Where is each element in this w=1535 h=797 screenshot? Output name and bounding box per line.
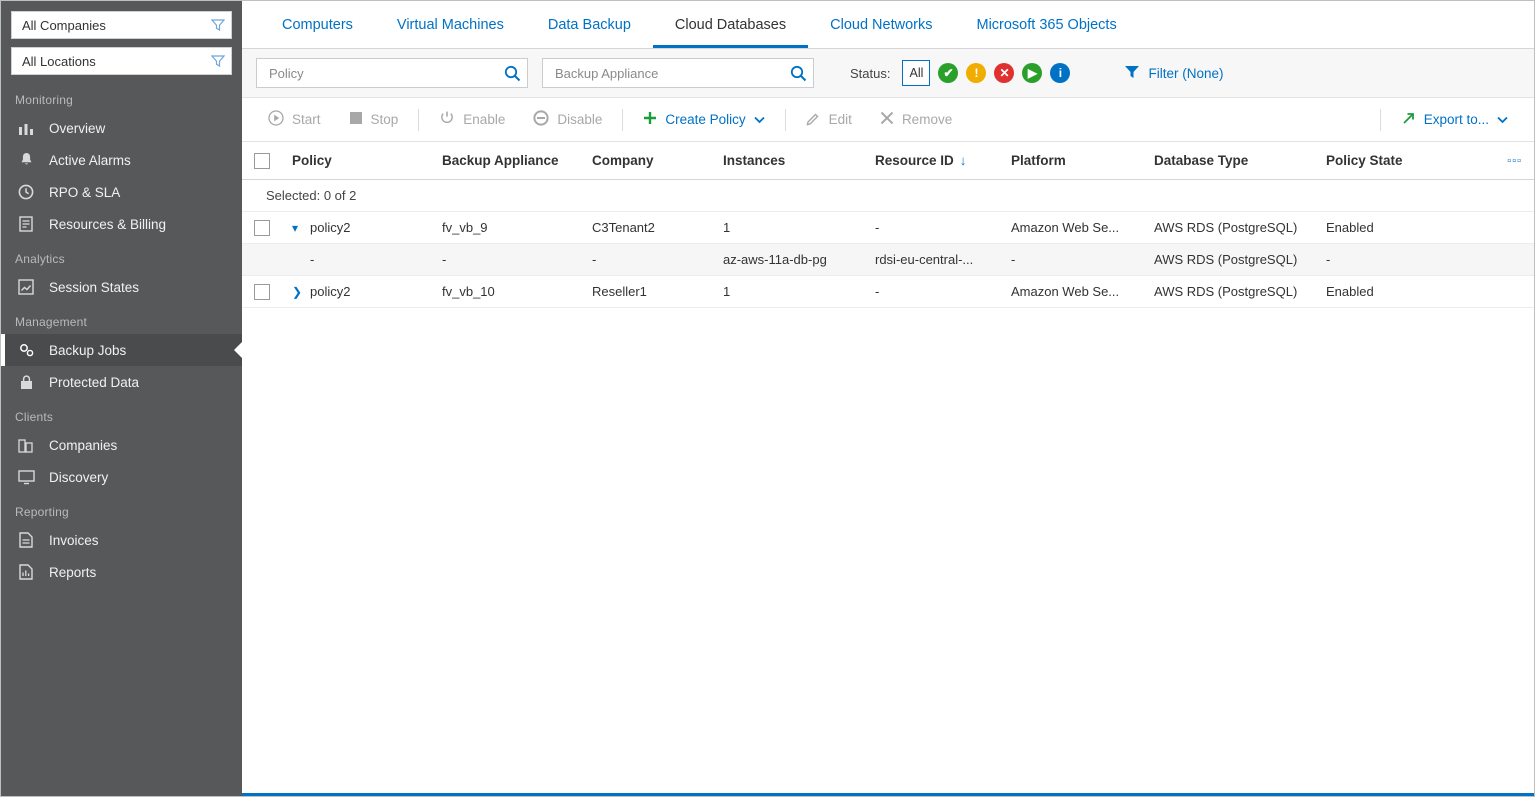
table-row[interactable] xyxy=(242,244,1534,276)
sidebar-item-discovery[interactable] xyxy=(1,461,242,493)
sidebar-item-label: RPO & SLA xyxy=(49,184,121,200)
cell-policy-label: policy2 xyxy=(310,220,351,235)
cell-backup-appliance: fv_vb_9 xyxy=(442,220,488,235)
sidebar-item-companies[interactable] xyxy=(1,429,242,461)
cell-resource-id: - xyxy=(875,284,880,299)
sidebar-item-session-states[interactable] xyxy=(1,271,242,303)
table-header xyxy=(242,142,1534,180)
filter-button-label: Filter (None) xyxy=(1148,65,1224,81)
export-button-label: Export to... xyxy=(1423,112,1489,127)
sidebar-item-label: Overview xyxy=(49,120,106,136)
tab-microsoft-365-objects[interactable]: Microsoft 365 Objects xyxy=(976,17,1117,33)
main-content xyxy=(242,1,1534,796)
location-filter[interactable] xyxy=(11,47,232,75)
stop-icon xyxy=(349,111,363,128)
funnel-icon[interactable] xyxy=(211,55,225,67)
active-pointer-icon xyxy=(234,341,243,359)
sidebar-item-label: Companies xyxy=(49,437,118,453)
filter-icon xyxy=(1124,65,1140,82)
column-header-policy[interactable]: Policy xyxy=(292,153,332,168)
disable-button[interactable] xyxy=(519,105,616,135)
start-button[interactable] xyxy=(254,105,335,135)
power-icon xyxy=(439,110,455,129)
status-label: Status: xyxy=(850,65,891,81)
create-policy-button[interactable] xyxy=(629,105,778,135)
cell-backup-appliance: - xyxy=(442,252,447,267)
column-header-platform[interactable]: Platform xyxy=(1011,153,1066,168)
status-filter-all[interactable]: All xyxy=(902,60,930,86)
table-row[interactable] xyxy=(242,276,1534,308)
sidebar-item-overview[interactable] xyxy=(1,112,242,144)
monitor-icon xyxy=(15,467,37,487)
export-icon xyxy=(1401,111,1416,129)
report-icon xyxy=(15,562,37,582)
sidebar-item-label: Discovery xyxy=(49,469,109,485)
column-header-resource-id-label: Resource ID xyxy=(875,153,954,168)
sidebar-group-clients: Clients xyxy=(15,410,54,424)
row-checkbox-cell xyxy=(242,220,292,236)
policy-search-input[interactable] xyxy=(267,65,503,82)
sidebar-item-active-alarms[interactable] xyxy=(1,144,242,176)
disable-button-label: Disable xyxy=(557,112,603,127)
funnel-icon[interactable] xyxy=(211,19,225,31)
enable-button[interactable] xyxy=(425,105,519,135)
status-running-icon[interactable]: ▶ xyxy=(1022,63,1042,83)
clock-icon xyxy=(15,182,37,202)
toolbar-divider xyxy=(418,109,419,131)
chart-icon xyxy=(15,277,37,297)
remove-button-label: Remove xyxy=(901,112,953,127)
cell-policy xyxy=(292,220,442,235)
selection-summary xyxy=(242,180,1534,212)
tab-virtual-machines[interactable]: Virtual Machines xyxy=(396,17,504,33)
remove-button[interactable] xyxy=(866,105,966,135)
building-icon xyxy=(15,435,37,455)
appliance-search-field[interactable] xyxy=(542,58,814,88)
company-filter[interactable] xyxy=(11,11,232,39)
tab-computers[interactable]: Computers xyxy=(282,17,353,33)
tab-data-backup[interactable]: Data Backup xyxy=(547,17,631,33)
sidebar-item-label: Reports xyxy=(49,564,97,580)
sidebar-item-backup-jobs[interactable] xyxy=(1,334,242,366)
sidebar-item-label: Active Alarms xyxy=(49,152,131,168)
cell-database-type: AWS RDS (PostgreSQL) xyxy=(1154,284,1298,299)
cell-company: Reseller1 xyxy=(592,284,647,299)
select-all-checkbox[interactable] xyxy=(254,153,270,169)
sidebar-item-label: Resources & Billing xyxy=(49,216,167,232)
chevron-down-icon xyxy=(754,112,765,127)
column-header-instances[interactable]: Instances xyxy=(723,153,786,168)
column-header-database-type[interactable]: Database Type xyxy=(1154,153,1249,168)
cell-policy xyxy=(292,284,442,299)
sort-descending-icon: ↓ xyxy=(959,153,967,168)
lock-icon xyxy=(15,372,37,392)
cell-policy-state: Enabled xyxy=(1326,220,1374,235)
sidebar-item-reports[interactable] xyxy=(1,556,242,588)
cell-platform: Amazon Web Se... xyxy=(1011,220,1120,235)
chevron-down-icon[interactable]: ▾ xyxy=(292,220,299,235)
status-filter-group xyxy=(850,60,1070,86)
cell-database-type: AWS RDS (PostgreSQL) xyxy=(1154,220,1298,235)
cell-policy-state: - xyxy=(1326,252,1331,267)
cell-policy-state: Enabled xyxy=(1326,284,1374,299)
select-all-checkbox-cell xyxy=(242,153,292,169)
column-header-resource-id[interactable] xyxy=(875,153,1011,168)
sidebar-group-analytics: Analytics xyxy=(15,252,65,266)
filter-button[interactable] xyxy=(1124,65,1223,82)
cell-policy xyxy=(292,252,442,267)
plus-icon xyxy=(643,111,657,128)
cell-resource-id: rdsi-eu-central-... xyxy=(875,252,974,267)
edit-button-label: Edit xyxy=(828,112,852,127)
edit-button[interactable] xyxy=(792,105,866,135)
close-icon xyxy=(880,111,894,128)
create-policy-button-label: Create Policy xyxy=(665,112,746,127)
cell-resource-id: - xyxy=(875,220,880,235)
cell-instances: 1 xyxy=(723,284,731,299)
status-strip xyxy=(242,793,1534,796)
sidebar-item-label: Session States xyxy=(49,279,140,295)
location-filter-value: All Locations xyxy=(22,53,96,69)
sidebar-item-label: Protected Data xyxy=(49,374,140,390)
sidebar-item-protected-data[interactable] xyxy=(1,366,242,398)
start-button-label: Start xyxy=(292,112,321,127)
sidebar-group-monitoring: Monitoring xyxy=(15,93,74,107)
appliance-search-input[interactable] xyxy=(553,65,789,82)
column-header-backup-appliance[interactable]: Backup Appliance xyxy=(442,153,559,168)
action-toolbar xyxy=(242,98,1534,142)
search-icon[interactable] xyxy=(503,64,521,82)
toolbar-divider xyxy=(1380,109,1381,131)
selection-summary-label: Selected: 0 of 2 xyxy=(266,188,357,203)
row-checkbox[interactable] xyxy=(254,220,270,236)
row-checkbox-cell xyxy=(242,284,292,300)
tab-cloud-networks[interactable]: Cloud Networks xyxy=(830,17,933,33)
pencil-icon xyxy=(806,111,821,129)
cell-platform: Amazon Web Se... xyxy=(1011,284,1120,299)
search-icon[interactable] xyxy=(789,64,807,82)
status-warning-icon[interactable]: ! xyxy=(966,63,986,83)
toolbar-divider xyxy=(785,109,786,131)
sidebar-group-management: Management xyxy=(15,315,88,329)
invoice-icon xyxy=(15,214,37,234)
cell-policy-label: policy2 xyxy=(310,284,351,299)
company-filter-value: All Companies xyxy=(22,17,106,33)
export-button[interactable] xyxy=(1387,105,1522,135)
status-error-icon[interactable]: ✕ xyxy=(994,63,1014,83)
tab-cloud-databases[interactable]: Cloud Databases xyxy=(653,2,808,48)
policies-table xyxy=(242,142,1534,308)
search-bar xyxy=(242,49,1534,98)
table-row[interactable] xyxy=(242,212,1534,244)
toolbar-divider xyxy=(622,109,623,131)
gears-icon xyxy=(15,340,37,360)
sidebar-item-invoices[interactable] xyxy=(1,524,242,556)
column-options-icon[interactable]: ▫▫▫ xyxy=(1507,154,1522,167)
stop-button-label: Stop xyxy=(370,112,399,127)
stop-button[interactable] xyxy=(335,105,413,135)
block-icon xyxy=(533,110,549,129)
play-icon xyxy=(268,110,284,129)
status-success-icon[interactable]: ✔ xyxy=(938,63,958,83)
cell-instances: az-aws-11a-db-pg xyxy=(723,252,827,267)
cell-policy-label: - xyxy=(310,252,315,267)
sidebar-item-rpo-sla[interactable] xyxy=(1,176,242,208)
status-info-icon[interactable]: i xyxy=(1050,63,1070,83)
sidebar-item-label: Backup Jobs xyxy=(49,342,127,358)
document-icon xyxy=(15,530,37,550)
row-checkbox[interactable] xyxy=(254,284,270,300)
cell-instances: 1 xyxy=(723,220,731,235)
cell-company: - xyxy=(592,252,597,267)
policy-search-field[interactable] xyxy=(256,58,528,88)
gauge-icon xyxy=(15,118,37,138)
sidebar-item-label: Invoices xyxy=(49,532,99,548)
sidebar xyxy=(1,1,242,796)
chevron-down-icon xyxy=(1497,112,1508,127)
cell-backup-appliance: fv_vb_10 xyxy=(442,284,495,299)
chevron-right-icon[interactable]: ❯ xyxy=(292,284,303,299)
sidebar-group-reporting: Reporting xyxy=(15,505,69,519)
column-header-company[interactable]: Company xyxy=(592,153,654,168)
enable-button-label: Enable xyxy=(463,112,506,127)
cell-database-type: AWS RDS (PostgreSQL) xyxy=(1154,252,1298,267)
cell-company: C3Tenant2 xyxy=(592,220,655,235)
column-header-policy-state[interactable]: Policy State xyxy=(1326,153,1403,168)
tab-bar xyxy=(242,1,1534,49)
cell-platform: - xyxy=(1011,252,1016,267)
sidebar-item-resources-billing[interactable] xyxy=(1,208,242,240)
bell-icon xyxy=(15,150,37,170)
